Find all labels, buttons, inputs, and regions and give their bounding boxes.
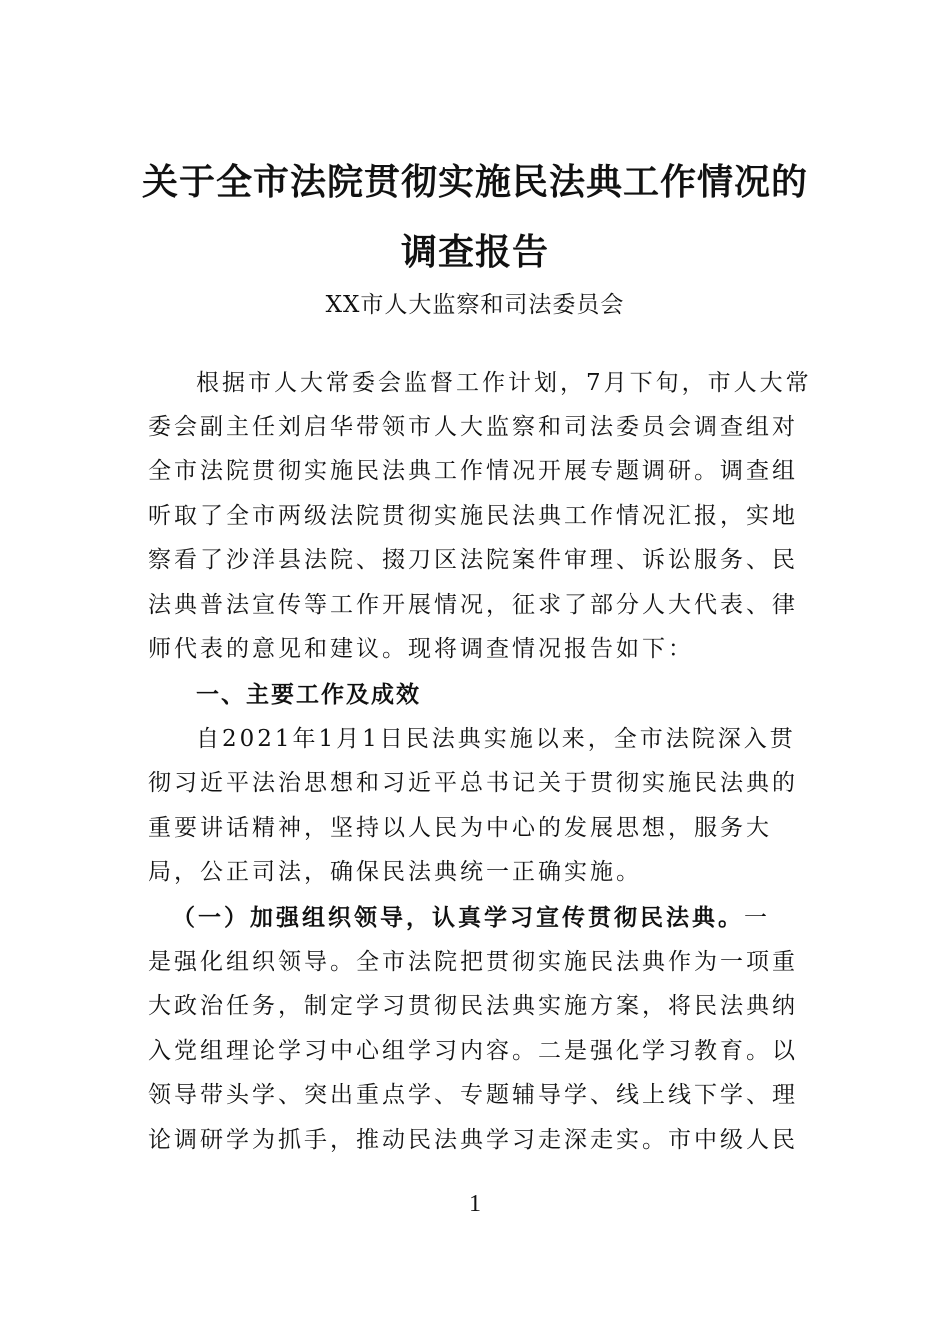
paragraph-line: 师代表的意见和建议。现将调查情况报告如下：	[148, 636, 694, 662]
document-title-line-2: 调查报告	[400, 231, 549, 273]
paragraph-line: 大政治任务，制定学习贯彻民法典实施方案，将民法典纳	[148, 993, 798, 1019]
paragraph-line: 重要讲话精神，坚持以人民为中心的发展思想，服务大	[148, 815, 772, 841]
paragraph-line: 彻习近平法治思想和习近平总书记关于贯彻实施民法典的	[148, 770, 798, 796]
paragraph-line: 自2021年1月1日民法典实施以来，全市法院深入贯	[196, 726, 796, 752]
page-number: 1	[469, 1191, 481, 1217]
document-author: XX市人大监察和司法委员会	[325, 292, 625, 318]
paragraph-line: 委会副主任刘启华带领市人大监察和司法委员会调查组对	[148, 414, 798, 440]
document-title-line-1: 关于全市法院贯彻实施民法典工作情况的	[141, 161, 808, 203]
paragraph-line: 论调研学为抓手，推动民法典学习走深走实。市中级人民	[148, 1127, 798, 1153]
paragraph-line: 入党组理论学习中心组学习内容。二是强化学习教育。以	[148, 1038, 798, 1064]
section-heading: 一、主要工作及成效	[196, 682, 421, 708]
paragraph-line: 是强化组织领导。全市法院把贯彻实施民法典作为一项重	[148, 949, 798, 975]
subsection-lead-line	[172, 906, 808, 930]
subsection-lead-tail: 一	[744, 905, 770, 931]
paragraph-line: 察看了沙洋县法院、掇刀区法院案件审理、诉讼服务、民	[148, 547, 798, 573]
paragraph-line: 听取了全市两级法院贯彻实施民法典工作情况汇报，实地	[148, 503, 798, 529]
paragraph-line: 根据市人大常委会监督工作计划，7月下旬，市人大常	[196, 370, 812, 396]
paragraph-line: 法典普法宣传等工作开展情况，征求了部分人大代表、律	[148, 592, 798, 618]
subsection-heading: （一）加强组织领导，认真学习宣传贯彻民法典。	[172, 904, 744, 931]
paragraph-line: 领导带头学、突出重点学、专题辅导学、线上线下学、理	[148, 1082, 798, 1108]
paragraph-line: 局，公正司法，确保民法典统一正确实施。	[148, 859, 642, 885]
paragraph-line: 全市法院贯彻实施民法典工作情况开展专题调研。调查组	[148, 458, 798, 484]
